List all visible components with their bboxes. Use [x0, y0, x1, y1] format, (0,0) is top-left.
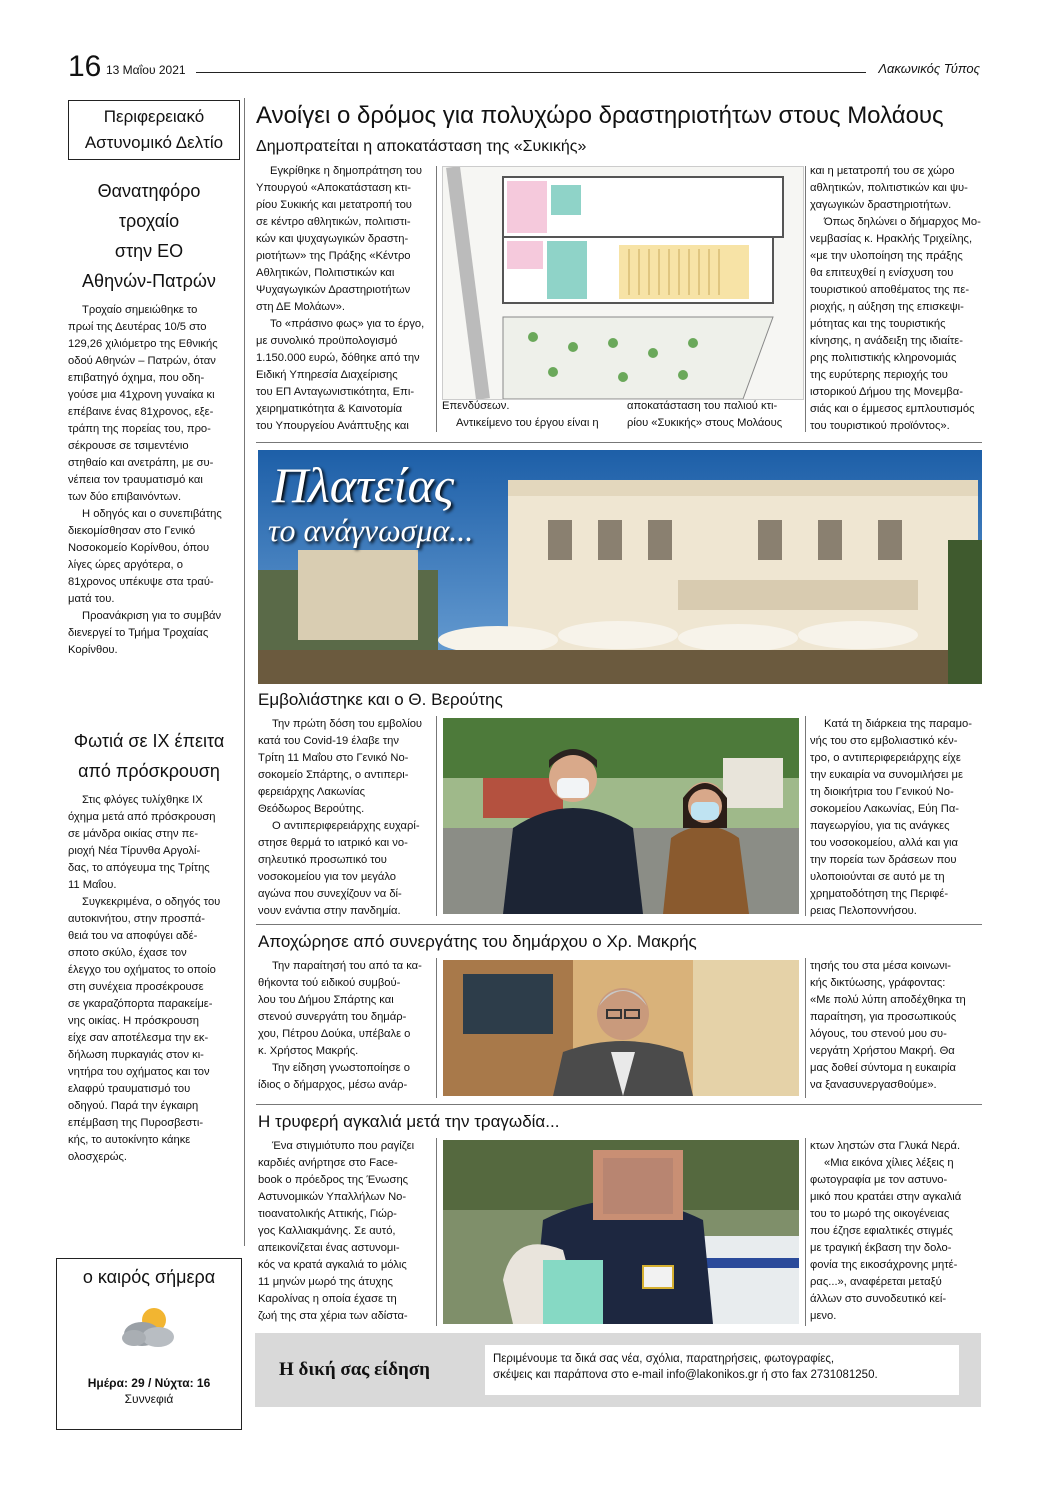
- article3-line: μας δοθεί σύντομα η ευκαιρία: [810, 1062, 956, 1074]
- story2-line: οδηγού. Παρά την έγκαιρη: [68, 1100, 199, 1112]
- article4-title: Η τρυφερή αγκαλιά μετά την τραγωδία...: [258, 1112, 560, 1131]
- article1-line: Ειδική Υπηρεσία Διαχείρισης: [256, 369, 398, 381]
- article4-line: κός να κρατά αγκαλιά το μόλις: [258, 1259, 407, 1271]
- article2-line: την ευκαιρία να συνομιλήσει με: [810, 769, 963, 781]
- story2-line: ελαφρύ τραυματισμό του: [68, 1083, 191, 1095]
- article1-line: ρίου «Συκικής» στους Μολάους: [627, 417, 783, 429]
- article1-line: Όπως δηλώνει ο δήμαρχος Μο-: [824, 216, 981, 228]
- police-bulletin-title-1: Περιφερειακό: [103, 107, 205, 126]
- article3-line: Την παραίτησή του από τα κα-: [272, 960, 422, 972]
- article3-line: παραίτηση, για προσωπικούς: [810, 1011, 957, 1023]
- article3-line: τησής του στα μέσα κοινωνι-: [810, 960, 951, 972]
- story1-line: Κορίνθου.: [68, 644, 118, 656]
- story2-line: κής, το αυτοκίνητο κάηκε: [68, 1134, 191, 1146]
- article1-line: ιστορικού Δήμου της Μονεμβα-: [810, 386, 963, 398]
- article1-divider-2: [805, 166, 806, 432]
- article3-line: κής δικτύωσης, γράφοντας:: [810, 977, 946, 989]
- police-bulletin-title-2: Αστυνομικό Δελτίο: [84, 133, 224, 152]
- weather-condition: Συννεφιά: [124, 1392, 174, 1406]
- story2-line: σε μάνδρα οικίας στην πε-: [68, 828, 199, 840]
- article1-line: τουριστικού αποθέματος της πε-: [810, 284, 970, 296]
- article1-line: αποκατάσταση του παλιού κτι-: [627, 400, 778, 412]
- article2-line: φερειάρχης Λακωνίας: [258, 786, 365, 798]
- story1-title-1: Θανατηφόρο τροχαίο: [97, 181, 201, 231]
- article1-line: Αθλητικών, Πολιτιστικών και: [256, 267, 395, 279]
- article1-line: κών και ψυχαγωγικών δραστη-: [256, 233, 409, 245]
- story1-line: ματά του.: [68, 593, 115, 605]
- floor-plan-image: [442, 166, 804, 400]
- article1-line: Αντικείμενο του έργου είναι η: [456, 417, 599, 429]
- your-news-line-1: Περιμένουμε τα δικά σας νέα, σχόλια, παρατηρήσεις, φωτογραφίες,: [493, 1353, 835, 1365]
- article2-line: νουν ενάντια στην πανδημία.: [258, 905, 401, 917]
- article1-line: χειρηματικότητα & Καινοτομία: [256, 403, 403, 415]
- your-news-title: Η δική σας είδηση: [279, 1359, 430, 1380]
- article1-col3: [810, 163, 982, 435]
- article2-line: Κατά τη διάρκεια της παραμο-: [824, 718, 972, 730]
- article4-left-col: [258, 1138, 430, 1325]
- article1-line: 1.150.000 ευρώ, δόθηκε από την: [256, 352, 420, 364]
- story2-line: ριοχή Νέα Τίρυνθα Αργολί-: [68, 845, 201, 857]
- story2-line: δας, το απόγευμα της Τρίτης: [68, 862, 210, 874]
- article3-line: θήκοντα τού ειδικού συμβού-: [258, 977, 401, 989]
- story2-line: θειά του να αποφύγει αδέ-: [68, 930, 198, 942]
- article4-line: ρας...», αναφέρεται μεταξύ: [810, 1276, 942, 1288]
- story1-line: Τροχαίο σημειώθηκε το: [82, 304, 198, 316]
- story2-line: νητήρα του οχήματος και τον: [68, 1066, 210, 1078]
- story1-line: πρωί της Δευτέρας 10/5 στο: [68, 321, 207, 333]
- article3-line: στενού συνεργάτη του δημάρ-: [258, 1011, 407, 1023]
- story2-line: σποτο σκύλο, έχασε τον: [68, 947, 187, 959]
- article3-line: κ. Χρήστος Μακρής.: [258, 1045, 359, 1057]
- story1-line: επέβαινε ένας 81χρονος, εξε-: [68, 406, 214, 418]
- article4-line: με τραγική έκβαση την δολο-: [810, 1242, 952, 1254]
- sidebar-story-1: [68, 176, 230, 659]
- article1-line: του ΕΠ Ανταγωνιστικότητα, Επι-: [256, 386, 415, 398]
- article2-line: Ο αντιπεριφερειάρχης ευχαρί-: [272, 820, 420, 832]
- article1-line: μότητας και της τουριστικής: [810, 318, 946, 330]
- story2-title-2: από πρόσκρουση: [78, 761, 220, 781]
- story1-line: διενεργεί το Τμήμα Τροχαίας: [68, 627, 209, 639]
- article4-line: γος Καλλιακμάνης. Σε αυτό,: [258, 1225, 396, 1237]
- article2-line: τρο, ο αντιπεριφερειάρχης είχε: [810, 752, 961, 764]
- article1-line: ριοτήτων» της Πράξης «Κέντρο: [256, 250, 411, 262]
- sidebar-divider: [244, 98, 245, 1246]
- makris-photo: [443, 960, 799, 1096]
- article1-line: χαγωγικών δραστηριοτήτων.: [810, 199, 952, 211]
- story1-body: [68, 302, 230, 659]
- banner-title: Πλατείας: [272, 457, 455, 513]
- article1-line: «με την υλοποίηση της πράξης: [810, 250, 963, 262]
- story1-line: επιβατηγό όχημα, που οδη-: [68, 372, 205, 384]
- article2-right-col: [810, 716, 982, 920]
- story1-line: στηθαίο και ανετράπη, με συ-: [68, 457, 214, 469]
- story2-line: αυτοκινήτου, στην προσπά-: [68, 913, 205, 925]
- article4-line: άλλων στο συνοδευτικό κεί-: [810, 1293, 947, 1305]
- article3-line: νεργάτη Χρήστου Μακρή. Θα: [810, 1045, 955, 1057]
- story1-line: των δύο επιβαινόντων.: [68, 491, 182, 503]
- page-number: 16: [68, 50, 102, 83]
- article2-line: νοσοκομείου για τον μεγάλο: [258, 871, 396, 883]
- article4-line: τιοανατολικής Αττικής, Γιώρ-: [258, 1208, 397, 1220]
- article3-line: να ξανασυνεργασθούμε».: [810, 1079, 937, 1091]
- article4-line: απεικονίζεται ένας αστυνομι-: [258, 1242, 400, 1254]
- article1-line: Υπουργού «Αποκατάσταση κτι-: [256, 182, 411, 194]
- article3-left-col: [258, 958, 430, 1094]
- article1-line: Εγκρίθηκε η δημοπράτηση του: [270, 165, 422, 177]
- article4-divider-1: [436, 1138, 437, 1326]
- article2-line: νής του στο εμβολιαστικό κέν-: [810, 735, 958, 747]
- story1-line: γούσε μια 41χρονη γυναίκα κι: [68, 389, 215, 401]
- article3-divider-1: [436, 958, 437, 1098]
- article1-line: θα επιτευχθεί η ενίσχυση του: [810, 267, 954, 279]
- story2-line: νης οικίας. Η πρόσκρουση: [68, 1015, 199, 1027]
- article3-line: χου, Πέτρου Δούκα, υπέβαλε ο: [258, 1028, 411, 1040]
- article3-title: Αποχώρησε από συνεργάτης του δημάρχου ο Χρ. Μακρής: [258, 932, 697, 951]
- story1-line: 81χρονος υπέκυψε στα τραύ-: [68, 576, 214, 588]
- article2-line: σηλευτικό προσωπικό του: [258, 854, 387, 866]
- article2-line: παγεωργίου, για τις ανάγκες: [810, 820, 950, 832]
- article2-line: την πορεία των δράσεων που: [810, 854, 957, 866]
- article4-line: ζωή της στα χέρια των αδίστα-: [258, 1310, 408, 1322]
- story1-line: λίγες ώρες αργότερα, ο: [68, 559, 183, 571]
- article3-line: λου του Δήμου Σπάρτης και: [258, 994, 394, 1006]
- article1-line: ρίου Συκικής και μετατροπή του: [256, 199, 412, 211]
- story1-line: Νοσοκομείο Κορίνθου, όπου: [68, 542, 210, 554]
- article4-line: μικό που κρατάει στην αγκαλιά: [810, 1191, 962, 1203]
- story2-line: επέμβαση της Πυροσβεστι-: [68, 1117, 204, 1129]
- article3-line: «Με πολύ λύπη αποδέχθηκα τη: [810, 994, 966, 1006]
- article4-line: Αστυνομικών Υπαλλήλων Νο-: [258, 1191, 407, 1203]
- story1-line: διεκομίσθησαν στο Γενικό: [68, 525, 196, 537]
- article1-line: Το «πράσινο φως» για το έργο,: [270, 318, 425, 330]
- article2-line: χρηματοδότηση της Περιφέ-: [810, 888, 949, 900]
- article2-left-col: [258, 716, 430, 920]
- article2-line: κατά του Covid-19 έλαβε την: [258, 735, 399, 747]
- story2-line: δήλωση πυρκαγιάς στον κι-: [68, 1049, 204, 1061]
- issue-date: 13 Μαΐου 2021: [106, 63, 186, 77]
- story2-title-1: Φωτιά σε ΙΧ έπειτα: [73, 731, 225, 751]
- article2-divider-1: [436, 716, 437, 916]
- article1-line: Ψυχαγωγικών Δραστηριοτήτων: [256, 284, 411, 296]
- article1-line: του Υπουργείου Ανάπτυξης και: [256, 420, 409, 432]
- article2-line: στησε θερμά το ιατρικό και νο-: [258, 837, 408, 849]
- article3-right-col: [810, 958, 982, 1094]
- story1-line: Η οδηγός και ο συνεπιβάτης: [82, 508, 222, 520]
- article2-line: υλοποιούνται σε αυτό με τη: [810, 871, 945, 883]
- story2-line: όχημα μετά από πρόσκρουση: [68, 811, 216, 823]
- article4-divider-2: [805, 1138, 806, 1326]
- article4-line: κτων ληστών στα Γλυκά Νερά.: [810, 1140, 961, 1152]
- story2-line: έλεγχο του οχήματος το οποίο: [68, 964, 216, 976]
- article2-line: ρειας Πελοποννήσου.: [810, 905, 917, 917]
- article1-subtitle: Δημοπρατείται η αποκατάσταση της «Συκικής»: [256, 138, 587, 155]
- article1-line: νεμβασίας κ. Ηρακλής Τριχείλης,: [810, 233, 973, 245]
- article4-line: «Μια εικόνα χίλιες λέξεις η: [824, 1157, 954, 1169]
- article2-divider-2: [805, 716, 806, 916]
- article4-line: Καρολίνας η οποία έχασε τη: [258, 1293, 397, 1305]
- story1-title-2: στην ΕΟ: [114, 241, 184, 261]
- vaccination-photo: [443, 718, 799, 914]
- story2-line: 11 Μαΐου.: [68, 879, 117, 891]
- police-bulletin-box: [68, 100, 240, 160]
- story2-line: είχε σαν αποτέλεσμα την εκ-: [68, 1032, 209, 1044]
- article4-line: καρδιές ανήρτησε στο Face-: [258, 1157, 398, 1169]
- article1-under-image-right: [627, 398, 799, 432]
- story2-line: σε γκαραζόπορτα παρακείμε-: [68, 998, 213, 1010]
- article1-line: στη ΔΕ Μολάων».: [256, 301, 345, 313]
- article3-divider-2: [805, 958, 806, 1098]
- story1-line: 129,26 χιλιόμετρο της Εθνικής: [68, 338, 218, 350]
- story1-line: σέκρουσε σε τσιμεντένιο: [68, 440, 189, 452]
- cloudy-sun-icon: [114, 1302, 184, 1352]
- article4-right-col: [810, 1138, 982, 1325]
- article1-line: Επενδύσεων.: [442, 400, 510, 412]
- story1-line: νέπεια τον τραυματισμό και: [68, 474, 203, 486]
- article1-title: Ανοίγει ο δρόμος για πολυχώρο δραστηριοτήτων στους Μολάους: [256, 102, 944, 129]
- article4-line: που έζησε εφιαλτικές στιγμές: [810, 1225, 953, 1237]
- article1-line: αθλητικών, πολιτιστικών και ψυ-: [810, 182, 968, 194]
- story2-line: Συγκεκριμένα, ο οδηγός του: [82, 896, 221, 908]
- article4-line: Ένα στιγμιότυπο που ραγίζει: [272, 1140, 415, 1152]
- article4-line: φονία της εικοσάχρονης μητέ-: [810, 1259, 958, 1271]
- article4-line: μενο.: [810, 1310, 837, 1322]
- article2-line: Τρίτη 11 Μαΐου στο Γενικό Νο-: [258, 752, 409, 764]
- article3-line: Την είδηση γνωστοποίησε ο: [272, 1062, 410, 1074]
- article2-title: Εμβολιάστηκε και ο Θ. Βερούτης: [258, 690, 503, 709]
- banner-subtitle: το ανάγνωσμα...: [268, 512, 474, 548]
- article1-line: του τουριστικού προϊόντος».: [810, 420, 950, 432]
- your-news-line-2: σκέψεις και παράπονα στο e-mail info@lakonikos.gr ή στο fax 2731081250.: [493, 1369, 878, 1381]
- article2-line: αγώνα που συνεχίζουν να δί-: [258, 888, 402, 900]
- article1-line: με συνολικό προϋπολογισμό: [256, 335, 398, 347]
- article2-line: Θεόδωρος Βερούτης.: [258, 803, 365, 815]
- article2-line: σοκομείου Λακωνίας, Εύη Πα-: [810, 803, 960, 815]
- article1-under-image-left: [442, 398, 612, 432]
- article1-line: σιάς και ο έμμεσος εμπλουτισμός: [810, 403, 975, 415]
- article1-divider-1: [436, 166, 437, 432]
- article4-line: φωτογραφία με τον αστυνο-: [810, 1174, 948, 1186]
- your-news-text: [485, 1345, 959, 1395]
- square-banner-image: [258, 450, 982, 684]
- article2-line: του νοσοκομείου, αλλά και για: [810, 837, 958, 849]
- article1-line: κίνησης, η ανάδειξη της ιδιαίτε-: [810, 335, 963, 347]
- article4-line: book ο πρόεδρος της Ένωσης: [258, 1174, 409, 1186]
- story2-body: [68, 792, 230, 1166]
- story2-line: στη συνέχεια προσέκρουσε: [68, 981, 204, 993]
- story1-line: Προανάκριση για το συμβάν: [82, 610, 222, 622]
- article4-line: του το μωρό της οικογένειας: [810, 1208, 950, 1220]
- article3-bottom-rule: [256, 1104, 982, 1105]
- article2-bottom-rule: [256, 924, 982, 925]
- story2-line: ολοσχερώς.: [68, 1151, 128, 1163]
- your-news-box: [255, 1333, 981, 1407]
- article1-bottom-rule: [256, 442, 982, 443]
- weather-title: ο καιρός σήμερα: [82, 1267, 216, 1287]
- article1-line: σε κέντρο αθλητικών, πολιτιστι-: [256, 216, 411, 228]
- article1-col1: [256, 163, 431, 435]
- article3-line: λόγους, του στενού μου συ-: [810, 1028, 947, 1040]
- article1-line: ριοχής, η αύξηση της επισκεψι-: [810, 301, 964, 313]
- publication-name: Λακωνικός Τύπος: [878, 61, 980, 76]
- article2-line: σοκομείο Σπάρτης, ο αντιπερι-: [258, 769, 409, 781]
- article2-line: τη διοικήτρια του Γενικού Νο-: [810, 786, 954, 798]
- weather-temps: Ημέρα: 29 / Νύχτα: 16: [87, 1376, 211, 1390]
- article4-line: 11 μηνών μωρό της άτυχης: [258, 1276, 393, 1288]
- story1-line: οδού Αθηνών – Πατρών, όταν: [68, 355, 216, 367]
- header-rule: [196, 72, 866, 73]
- article2-line: Την πρώτη δόση του εμβολίου: [272, 718, 423, 730]
- story1-title-3: Αθηνών-Πατρών: [82, 271, 216, 291]
- article3-line: ίδιος ο δήμαρχος, μέσω ανάρ-: [258, 1079, 408, 1091]
- article1-line: και η μετατροπή του σε χώρο: [810, 165, 955, 177]
- story2-line: Στις φλόγες τυλίχθηκε ΙΧ: [82, 794, 203, 806]
- article1-line: ρης πολιτιστικής κληρονομιάς: [810, 352, 957, 364]
- weather-box: [56, 1258, 242, 1430]
- article1-line: της ευρύτερης περιοχής του: [810, 369, 948, 381]
- sidebar-story-2: [68, 726, 230, 1166]
- police-embrace-photo: [443, 1140, 799, 1324]
- story1-line: τράπη της πορείας του, προ-: [68, 423, 211, 435]
